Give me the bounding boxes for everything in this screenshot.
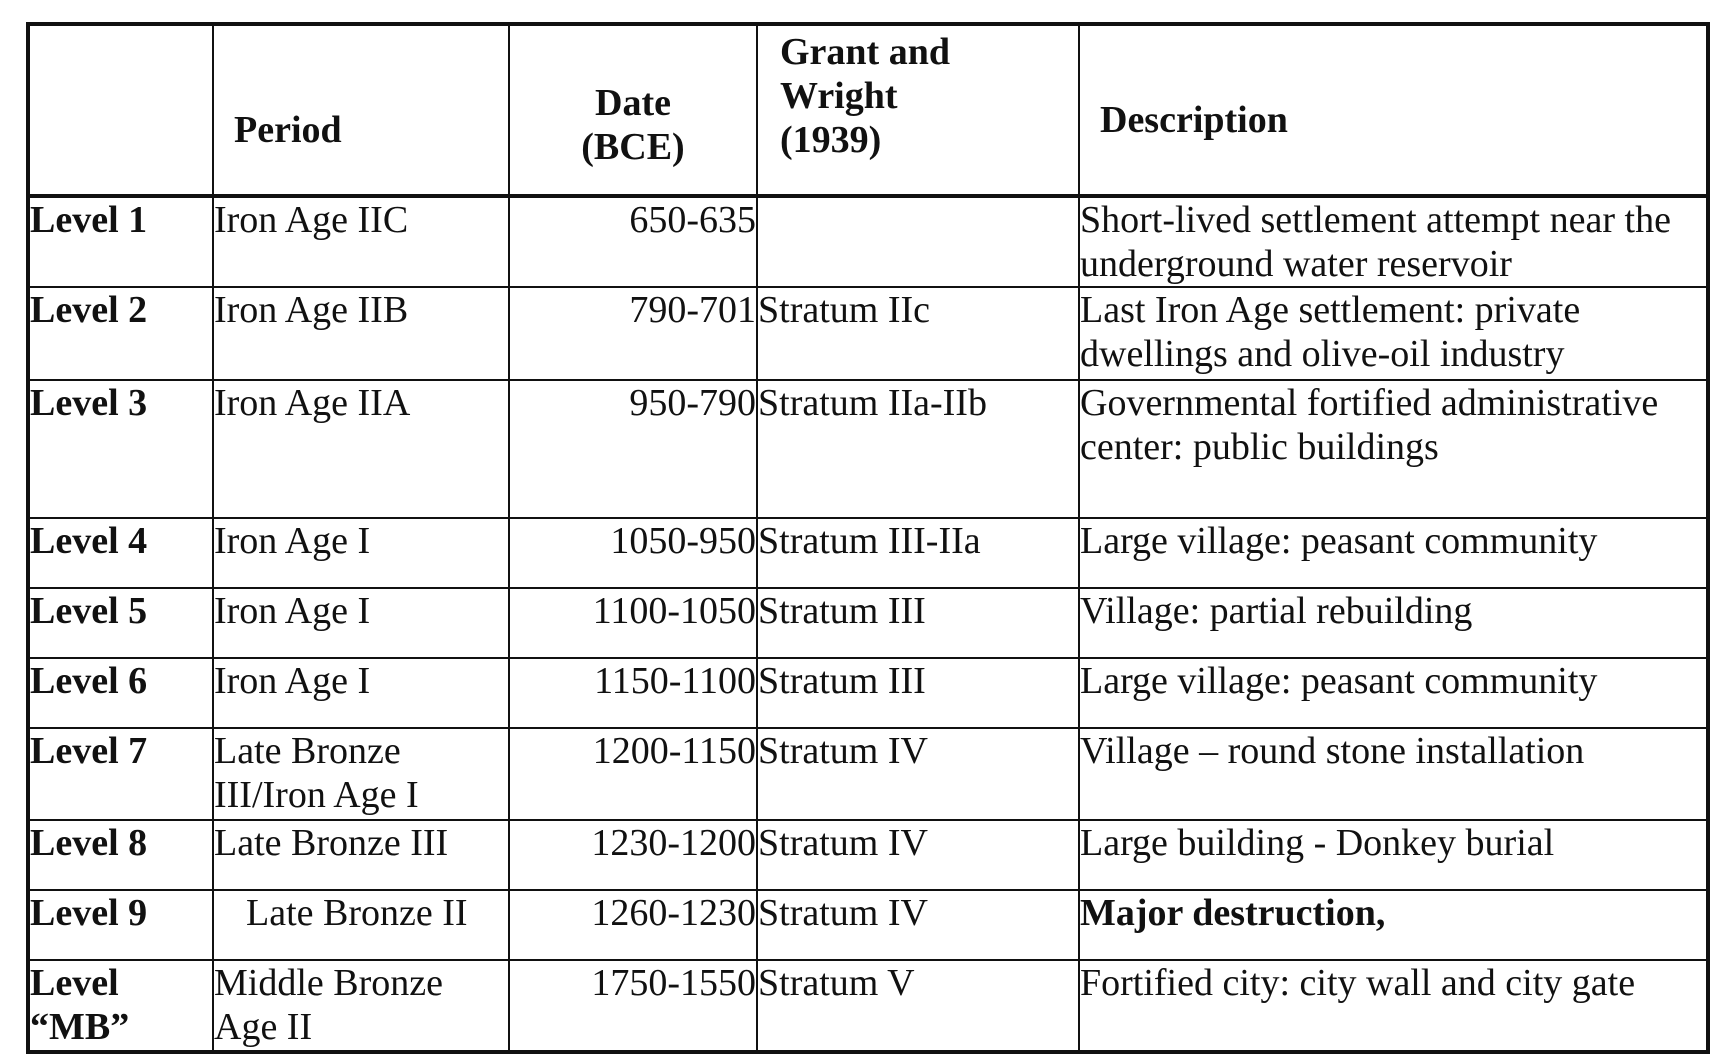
- cell-description: Major destruction,: [1079, 890, 1708, 960]
- table-row: [28, 196, 1708, 287]
- table-row: [28, 588, 1708, 658]
- header-grant-wright: [757, 24, 1079, 196]
- cell-period: Late Bronze III: [213, 820, 509, 890]
- cell-level: Level 1: [28, 196, 213, 287]
- cell-grant-wright: Stratum III-IIa: [757, 518, 1079, 588]
- cell-period: Late Bronze III/Iron Age I: [213, 728, 509, 820]
- cell-level: Level 5: [28, 588, 213, 658]
- cell-date: 790-701: [509, 287, 757, 380]
- cell-level: Level 3: [28, 380, 213, 518]
- header-date-line1: Date: [595, 82, 671, 124]
- cell-level: Level 2: [28, 287, 213, 380]
- cell-date: 1230-1200: [509, 820, 757, 890]
- header-gw-line2: Wright: [780, 75, 898, 117]
- table-row: [28, 518, 1708, 588]
- cell-description: Governmental fortified administrative center: public buildings: [1079, 380, 1708, 518]
- cell-description: Fortified city: city wall and city gate: [1079, 960, 1708, 1052]
- table-header: [28, 24, 1708, 196]
- table-row: [28, 960, 1708, 1052]
- header-gw-line3: (1939): [780, 119, 882, 161]
- cell-grant-wright: Stratum IIc: [757, 287, 1079, 380]
- cell-level: Level 6: [28, 658, 213, 728]
- table-row: [28, 658, 1708, 728]
- cell-description: Large village: peasant community: [1079, 518, 1708, 588]
- cell-description: Large village: peasant community: [1079, 658, 1708, 728]
- strata-table: [26, 22, 1710, 1054]
- cell-grant-wright: Stratum IV: [757, 890, 1079, 960]
- cell-date: 1100-1050: [509, 588, 757, 658]
- cell-date: 1050-950: [509, 518, 757, 588]
- cell-grant-wright: Stratum IV: [757, 728, 1079, 820]
- table-row: [28, 287, 1708, 380]
- cell-period: Iron Age IIC: [213, 196, 509, 287]
- cell-period: Iron Age I: [213, 518, 509, 588]
- cell-level: Level 8: [28, 820, 213, 890]
- cell-level: Level 9: [28, 890, 213, 960]
- cell-period: Iron Age I: [213, 658, 509, 728]
- header-gw-line1: Grant and: [780, 31, 950, 73]
- cell-description: Village: partial rebuilding: [1079, 588, 1708, 658]
- cell-level: Level 7: [28, 728, 213, 820]
- cell-date: 1750-1550: [509, 960, 757, 1052]
- header-description-label: Description: [1100, 99, 1288, 141]
- cell-date: 950-790: [509, 380, 757, 518]
- cell-description: Last Iron Age settlement: private dwellings and olive-oil industry: [1079, 287, 1708, 380]
- table-row: [28, 728, 1708, 820]
- cell-period: Iron Age I: [213, 588, 509, 658]
- cell-date: 650-635: [509, 196, 757, 287]
- cell-period: Middle Bronze Age II: [213, 960, 509, 1052]
- cell-date: 1260-1230: [509, 890, 757, 960]
- cell-grant-wright: Stratum III: [757, 588, 1079, 658]
- cell-level: Level “MB”: [28, 960, 213, 1052]
- header-description: [1079, 24, 1708, 196]
- table-row: [28, 890, 1708, 960]
- cell-date: 1150-1100: [509, 658, 757, 728]
- header-row: [28, 24, 1708, 196]
- cell-grant-wright: Stratum IV: [757, 820, 1079, 890]
- header-period: [213, 24, 509, 196]
- cell-level: Level 4: [28, 518, 213, 588]
- cell-description: Village – round stone installation: [1079, 728, 1708, 820]
- cell-period: Iron Age IIB: [213, 287, 509, 380]
- header-level: [28, 24, 213, 196]
- cell-grant-wright: Stratum IIa-IIb: [757, 380, 1079, 518]
- cell-description: Large building - Donkey burial: [1079, 820, 1708, 890]
- header-period-label: Period: [234, 109, 342, 151]
- table-body: [28, 196, 1708, 1052]
- table-row: [28, 380, 1708, 518]
- cell-date: 1200-1150: [509, 728, 757, 820]
- header-date-line2: (BCE): [581, 126, 685, 168]
- cell-period: Late Bronze II: [213, 890, 509, 960]
- cell-description: Short-lived settlement attempt near the underground water reservoir: [1079, 196, 1708, 287]
- cell-period: Iron Age IIA: [213, 380, 509, 518]
- cell-grant-wright: Stratum V: [757, 960, 1079, 1052]
- cell-grant-wright: Stratum III: [757, 658, 1079, 728]
- header-date: [509, 24, 757, 196]
- table-row: [28, 820, 1708, 890]
- cell-grant-wright: [757, 196, 1079, 287]
